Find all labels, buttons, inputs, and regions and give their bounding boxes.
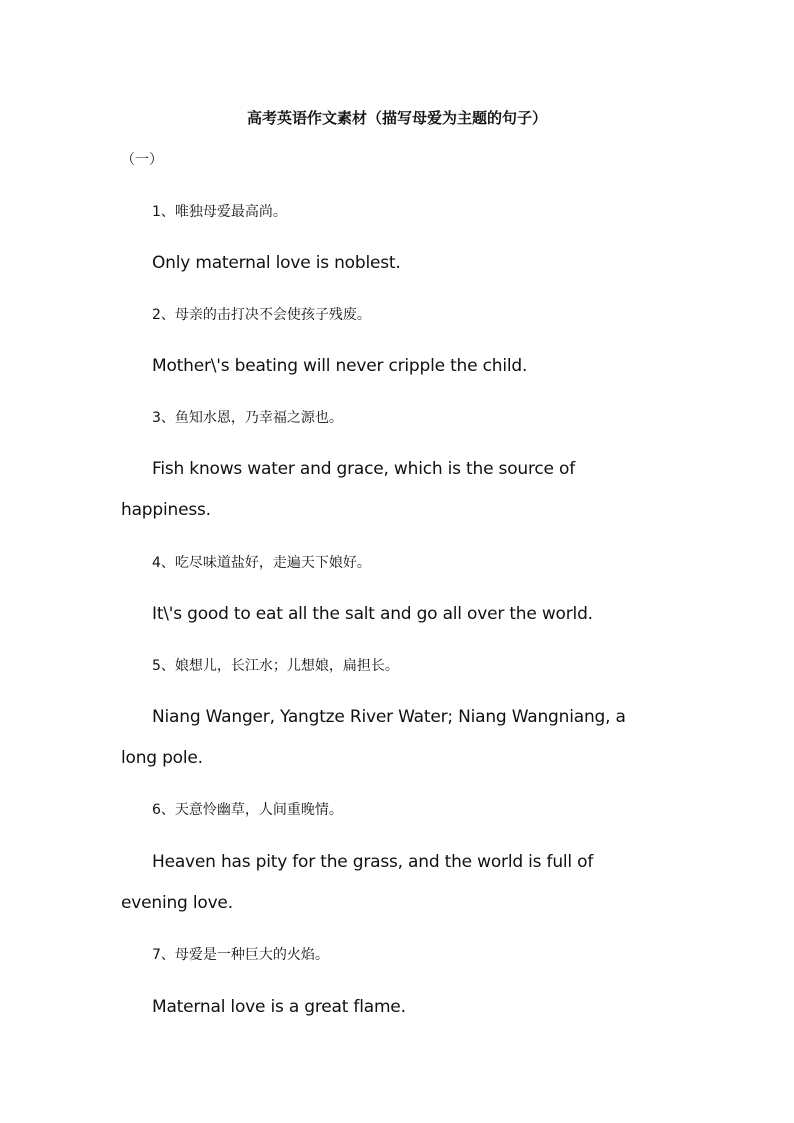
item-2-english-line-1: Mother\'s beating will never cripple the child. [152, 356, 528, 376]
item-1-english-line-1: Only maternal love is noblest. [152, 253, 401, 273]
item-4-chinese: 4、吃尽味道盐好，走遍天下娘好。 [152, 555, 371, 571]
item-6-english-line-2: evening love. [121, 893, 233, 913]
item-2-chinese: 2、母亲的击打决不会使孩子残废。 [152, 307, 371, 323]
item-3-chinese: 3、鱼知水恩，乃幸福之源也。 [152, 410, 343, 426]
section-label: （一） [121, 152, 163, 168]
item-6-english-line-1: Heaven has pity for the grass, and the world is full of [152, 852, 594, 872]
item-5-english-line-2: long pole. [121, 748, 203, 768]
item-7-english-line-1: Maternal love is a great flame. [152, 997, 406, 1017]
item-7-chinese: 7、母爱是一种巨大的火焰。 [152, 947, 329, 963]
item-3-english-line-2: happiness. [121, 500, 211, 520]
item-5-chinese: 5、娘想儿，长江水；儿想娘，扁担长。 [152, 658, 399, 674]
item-3-english-line-1: Fish knows water and grace, which is the source of [152, 459, 575, 479]
item-1-chinese: 1、唯独母爱最高尚。 [152, 204, 287, 220]
item-6-chinese: 6、天意怜幽草，人间重晚情。 [152, 802, 343, 818]
item-4-english-line-1: It\'s good to eat all the salt and go all over the world. [152, 604, 593, 624]
item-5-english-line-1: Niang Wanger, Yangtze River Water; Niang Wangniang, a [152, 707, 626, 727]
document-title: 高考英语作文素材（描写母爱为主题的句子） [246, 109, 547, 127]
